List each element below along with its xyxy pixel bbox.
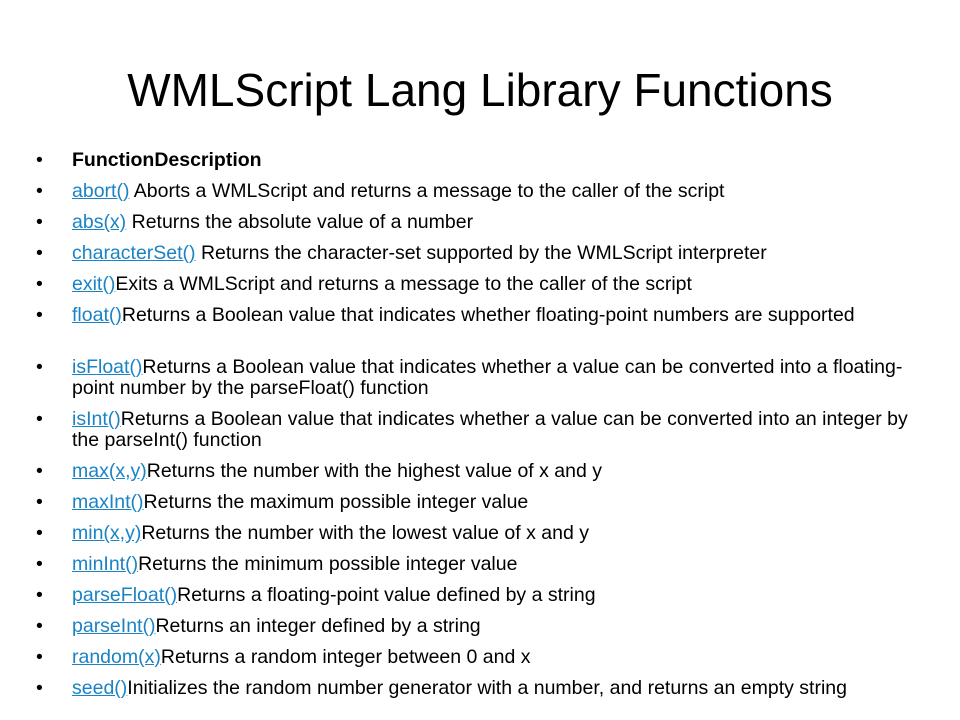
function-description: Returns a floating-point value defined by a string: [177, 584, 596, 606]
item-text: [72, 616, 924, 637]
function-description: Initializes the random number generator with a number, and returns an empty string: [127, 677, 847, 699]
item-text: [72, 647, 924, 668]
function-link[interactable]: parseFloat(): [72, 584, 178, 606]
function-link[interactable]: abort(): [72, 180, 130, 202]
function-link[interactable]: minInt(): [72, 553, 139, 575]
item-text: [72, 409, 924, 451]
function-link[interactable]: max(x,y): [72, 460, 147, 482]
function-description: Aborts a WMLScript and returns a message to the caller of the script: [129, 180, 725, 202]
function-description: Exits a WMLScript and returns a message to the caller of the script: [115, 273, 692, 295]
bullet-icon: •: [36, 584, 43, 606]
function-link[interactable]: isInt(): [72, 408, 121, 430]
function-link[interactable]: isFloat(): [72, 356, 143, 378]
bullet-icon: •: [36, 149, 43, 171]
item-text: [72, 554, 924, 575]
function-link[interactable]: float(): [72, 304, 122, 326]
item-text: [72, 678, 924, 699]
item-text: [72, 305, 924, 326]
bullet-icon: •: [36, 180, 43, 202]
function-description: Returns an integer defined by a string: [155, 615, 481, 637]
function-description: Returns a Boolean value that indicates whether a value can be converted into an integer by the parseInt() function: [72, 408, 908, 451]
function-link[interactable]: min(x,y): [72, 522, 142, 544]
item-text: [72, 523, 924, 544]
function-description: Returns a Boolean value that indicates whether a value can be converted into a floating-point number by the parseFloat() function: [72, 356, 903, 399]
function-link[interactable]: random(x): [72, 646, 161, 668]
item-text: [72, 243, 924, 264]
bullet-icon: •: [36, 273, 43, 295]
bullet-icon: •: [36, 460, 43, 482]
function-link[interactable]: parseInt(): [72, 615, 156, 637]
function-description: Returns a Boolean value that indicates whether floating-point numbers are supported: [121, 304, 855, 326]
item-text: [72, 181, 924, 202]
header-text: FunctionDescription: [72, 149, 262, 171]
function-link[interactable]: abs(x): [72, 211, 127, 233]
bullet-icon: •: [36, 304, 43, 326]
function-description: Returns the character-set supported by the WMLScript interpreter: [195, 242, 767, 264]
function-description: Returns the maximum possible integer value: [143, 491, 529, 513]
function-link[interactable]: seed(): [72, 677, 128, 699]
bullet-icon: •: [36, 677, 43, 699]
item-text: [72, 274, 924, 295]
function-description: Returns the number with the highest value of x and y: [146, 460, 603, 482]
item-text: [72, 461, 924, 482]
item-text: [72, 212, 924, 233]
bullet-icon: •: [36, 522, 43, 544]
bullet-icon: •: [36, 646, 43, 668]
item-text: [72, 585, 924, 606]
function-description: Returns the minimum possible integer value: [138, 553, 518, 575]
bullet-icon: •: [36, 491, 43, 513]
item-text: [72, 357, 924, 399]
bullet-icon: •: [36, 615, 43, 637]
function-link[interactable]: maxInt(): [72, 491, 144, 513]
bullet-icon: •: [36, 553, 43, 575]
function-link[interactable]: characterSet(): [72, 242, 196, 264]
bullet-icon: •: [36, 356, 43, 378]
bullet-icon: •: [36, 242, 43, 264]
function-description: Returns the absolute value of a number: [126, 211, 474, 233]
item-text: [72, 492, 924, 513]
bullet-icon: •: [36, 408, 43, 430]
function-link[interactable]: exit(): [72, 273, 116, 295]
function-description: Returns the number with the lowest value of x and y: [141, 522, 589, 544]
slide-title: WMLScript Lang Library Functions: [127, 64, 833, 116]
bullet-icon: •: [36, 211, 43, 233]
function-description: Returns a random integer between 0 and x: [160, 646, 531, 668]
